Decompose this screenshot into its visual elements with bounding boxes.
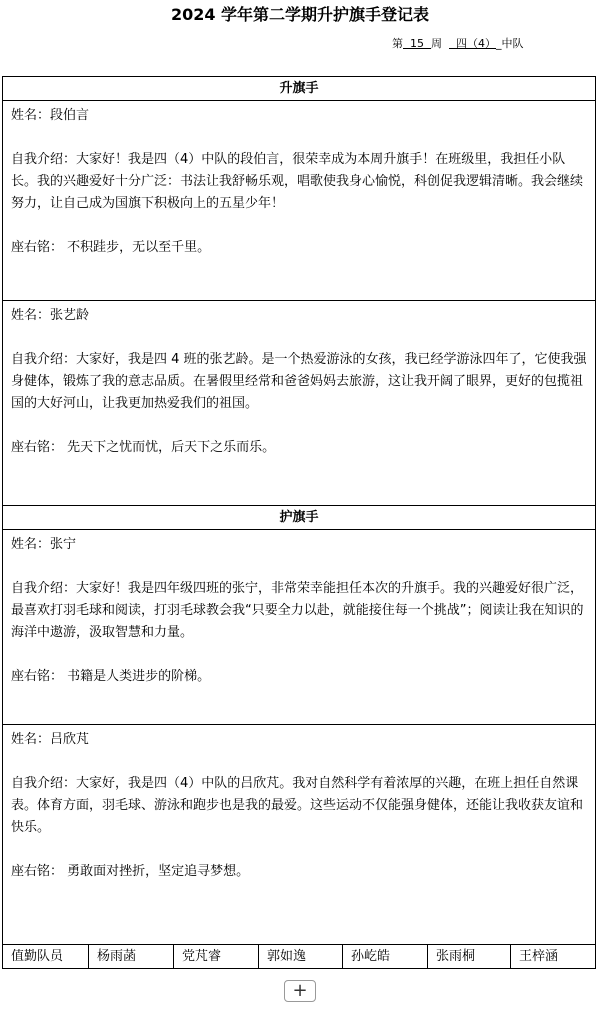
person-card [3,725,595,945]
registration-table [2,76,596,969]
duty-member: 杨雨菡 [89,945,174,968]
duty-member: 张雨桐 [428,945,511,968]
week-label: 周 [431,37,442,50]
person-name: 姓名：段伯言 [11,108,90,123]
duty-member: 郭如逸 [259,945,343,968]
person-card [3,301,595,506]
section-heading-flag-raiser: 升旗手 [3,77,595,101]
week-prefix: 第 [392,37,403,50]
add-row-button[interactable]: + [284,980,316,1002]
page-title: 2024 学年第二学期升护旗手登记表 [170,5,430,24]
class-suffix: _中队 [496,37,524,50]
person-intro: 自我介绍：大家好，我是四（4）中队的吕欣芃。我对自然科学有着浓厚的兴趣，在班上担任自然课表。体育方面，羽毛球、游泳和跑步也是我的最爱。这些运动不仅能强身健体，还能让我收获友谊和快乐。 [11,776,584,835]
person-card [3,101,595,301]
week-class-line [392,36,524,52]
section-heading-flag-guard: 护旗手 [3,506,595,530]
duty-member: 党芃睿 [174,945,259,968]
duty-member: 孙屹皓 [343,945,428,968]
class-name: 四（4） [456,37,496,50]
person-motto: 座右铭： 先天下之忧而忧，后天下之乐而乐。 [11,440,276,455]
person-card [3,530,595,725]
duty-member: 王梓涵 [519,949,559,964]
person-intro: 自我介绍：大家好！我是四（4）中队的段伯言，很荣幸成为本周升旗手！在班级里，我担任小队长。我的兴趣爱好十分广泛：书法让我舒畅乐观，唱歌使我身心愉悦，科创促我逻辑清晰。我会继续努力，让自己成为国旗下积极向上的五星少年！ [11,152,584,211]
duty-members-row [3,945,595,968]
duty-label: 值勤队员 [3,945,89,968]
person-intro: 自我介绍：大家好！我是四年级四班的张宁，非常荣幸能担任本次的升旗手。我的兴趣爱好很广泛，最喜欢打羽毛球和阅读，打羽毛球教会我“只要全力以赴，就能接住每一个挑战”；阅读让我在知识的海洋中遨游，汲取智慧和力量。 [11,581,584,640]
week-number: 15 [410,37,424,50]
person-name: 姓名：张艺龄 [11,308,90,323]
person-motto: 座右铭： 书籍是人类进步的阶梯。 [11,669,211,684]
person-name: 姓名：张宁 [11,537,77,552]
person-intro: 自我介绍：大家好，我是四 4 班的张艺龄。是一个热爱游泳的女孩，我已经学游泳四年了，它使我强身健体，锻炼了我的意志品质。在暑假里经常和爸爸妈妈去旅游，这让我开阔了眼界，更好的包揽祖国的大好河山，让我更加热爱我们的祖国。 [11,352,587,411]
person-motto: 座右铭： 勇敢面对挫折，坚定追寻梦想。 [11,864,250,879]
person-name: 姓名：吕欣芃 [11,732,90,747]
person-motto: 座右铭： 不积跬步，无以至千里。 [11,240,211,255]
